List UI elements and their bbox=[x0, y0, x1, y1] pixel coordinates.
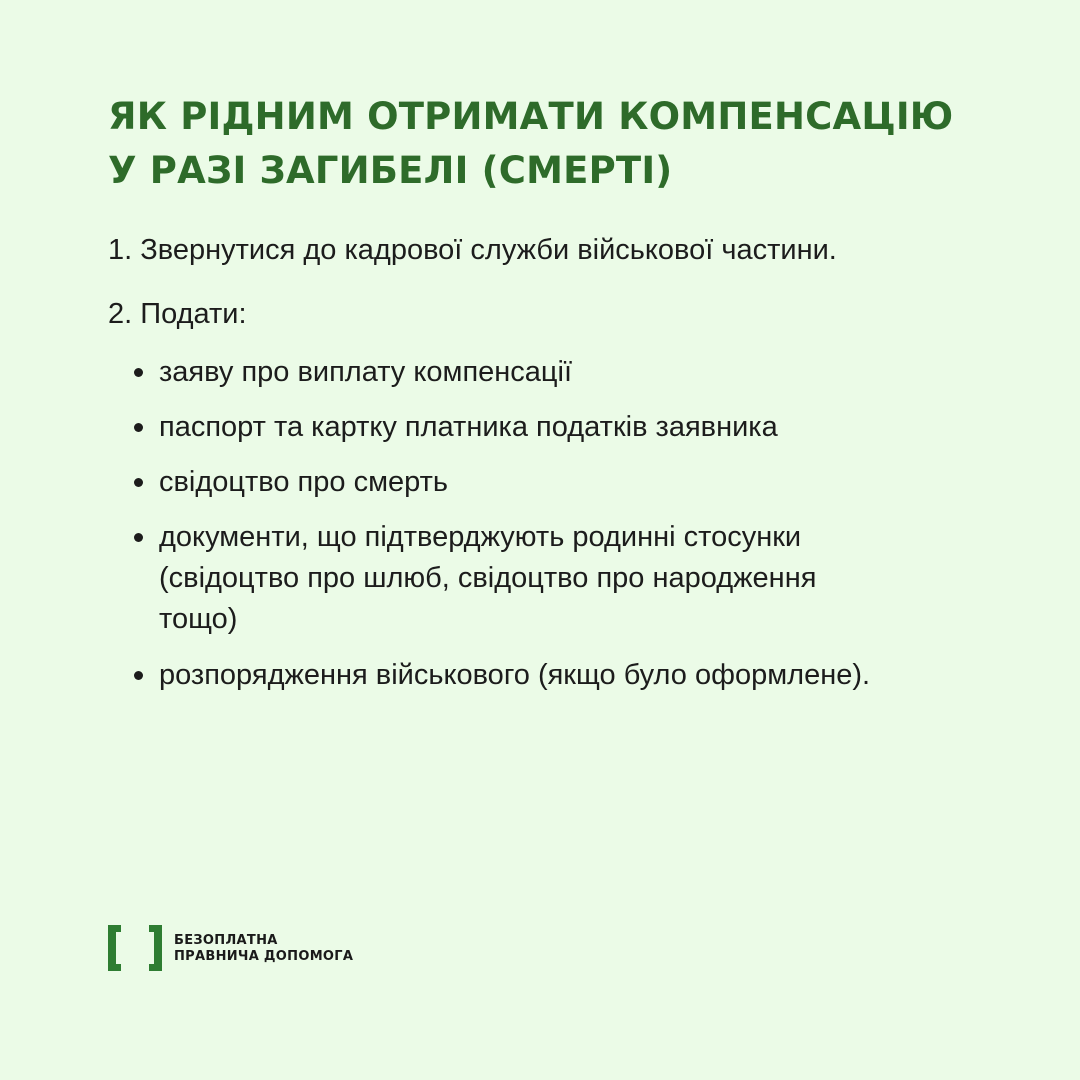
list-item bbox=[133, 517, 993, 640]
list-item-text: свідоцтво про смерть bbox=[159, 466, 449, 498]
bullet-icon bbox=[134, 368, 143, 377]
bullet-icon bbox=[134, 533, 143, 542]
page-title bbox=[108, 90, 988, 198]
logo-line-2: ПРАВНИЧА ДОПОМОГА bbox=[174, 949, 354, 964]
list-item bbox=[133, 352, 993, 392]
step-2-text: 2. Подати: bbox=[108, 298, 247, 330]
logo-text bbox=[174, 933, 353, 965]
logo-line-1: БЕЗОПЛАТНА bbox=[174, 933, 278, 948]
documents-list bbox=[133, 352, 993, 710]
bullet-icon bbox=[134, 423, 143, 432]
bracket-left-icon bbox=[108, 925, 116, 971]
list-item bbox=[133, 407, 993, 447]
organization-logo bbox=[108, 925, 408, 973]
list-item-text: заяву про виплату компенсації bbox=[159, 356, 573, 388]
list-item bbox=[133, 462, 993, 502]
bullet-icon bbox=[134, 478, 143, 487]
list-item-text: тощо) bbox=[159, 603, 238, 635]
title-line-2: У РАЗІ ЗАГИБЕЛІ (СМЕРТІ) bbox=[108, 149, 673, 192]
list-item-text: (свідоцтво про шлюб, свідоцтво про народження bbox=[159, 562, 817, 594]
bullet-icon bbox=[134, 671, 143, 680]
list-item-text: паспорт та картку платника податків заявника bbox=[159, 411, 778, 443]
step-1-text: 1. Звернутися до кадрової служби військової частини. bbox=[108, 234, 837, 266]
list-item-text: документи, що підтверджують родинні стосунки bbox=[159, 521, 802, 553]
bracket-right-icon bbox=[154, 925, 162, 971]
list-item bbox=[133, 655, 993, 695]
list-item-text: розпорядження військового (якщо було оформлене). bbox=[159, 659, 871, 691]
title-line-1: ЯК РІДНИМ ОТРИМАТИ КОМПЕНСАЦІЮ bbox=[108, 95, 954, 138]
